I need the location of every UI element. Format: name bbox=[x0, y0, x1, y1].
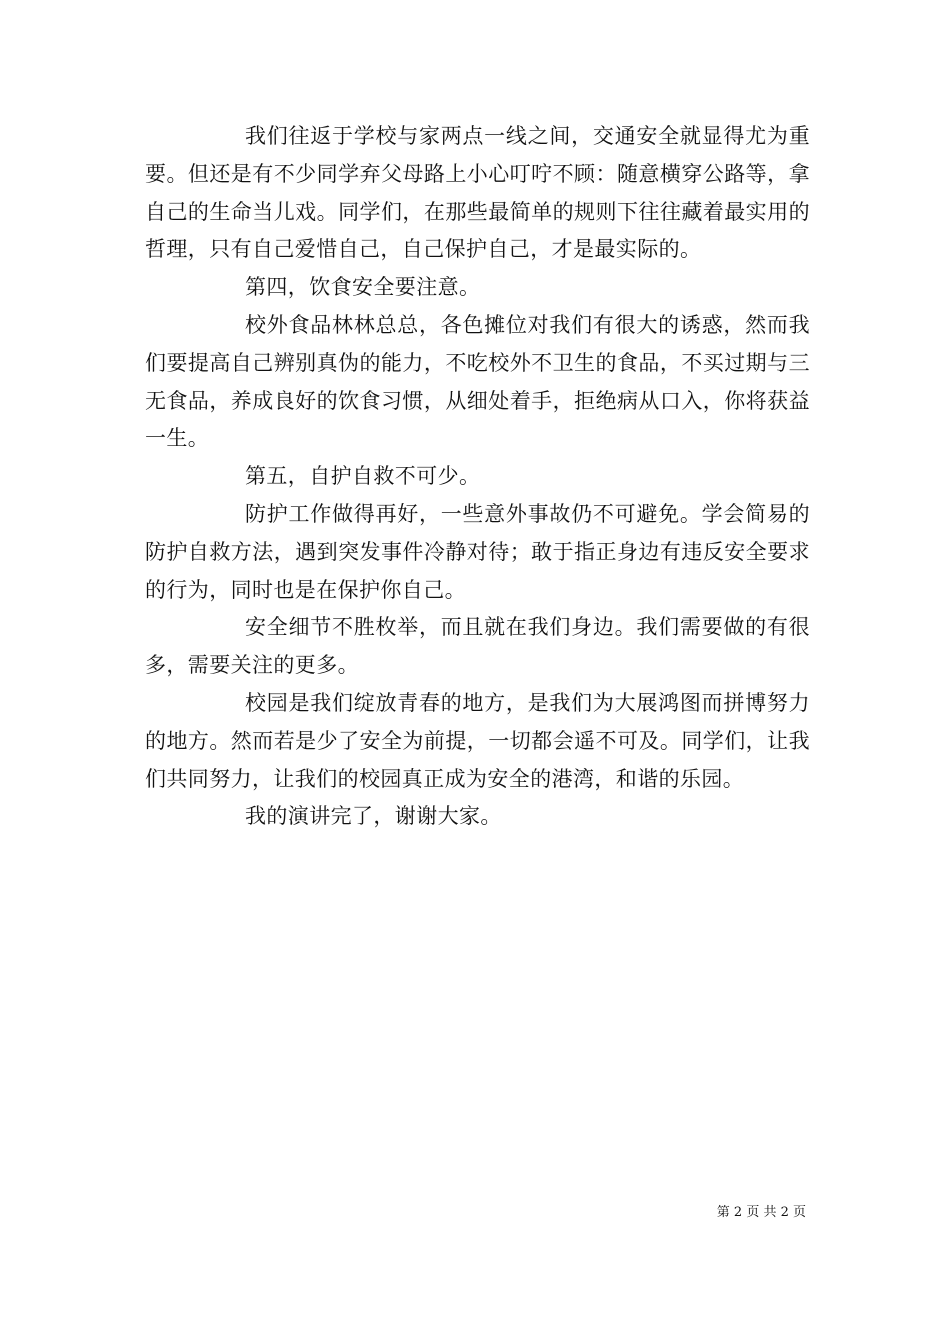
heading-food-safety: 第四，饮食安全要注意。 bbox=[245, 275, 481, 300]
page-number-footer: 第 2 页 共 2 页 bbox=[716, 1205, 806, 1220]
document-body bbox=[145, 118, 810, 836]
paragraph-closing: 我的演讲完了，谢谢大家。 bbox=[245, 804, 502, 829]
paragraph-food-safety: 校外食品林林总总，各色摊位对我们有很大的诱惑，然而我们要提高自己辨别真伪的能力，不吃校外不卫生的食品，不买过期与三无食品，养成良好的饮食习惯，从细处着手，拒绝病从口入，你将获益一生。 bbox=[145, 312, 810, 451]
heading-self-protection: 第五，自护自救不可少。 bbox=[245, 464, 481, 489]
paragraph-campus-conclusion: 校园是我们绽放青春的地方，是我们为大展鸿图而拼博努力的地方。然而若是少了安全为前提，一切都会遥不可及。同学们，让我们共同努力，让我们的校园真正成为安全的港湾，和谐的乐园。 bbox=[145, 690, 810, 791]
paragraph-traffic-safety: 我们往返于学校与家两点一线之间，交通安全就显得尤为重要。但还是有不少同学弃父母路上小心叮咛不顾：随意横穿公路等，拿自己的生命当儿戏。同学们，在那些最简单的规则下往往藏着最实用的哲理，只有自己爱惜自己，自己保护自己，才是最实际的。 bbox=[145, 124, 810, 262]
paragraph-self-protection: 防护工作做得再好，一些意外事故仍不可避免。学会简易的防护自救方法，遇到突发事件冷静对待；敢于指正身边有违反安全要求的行为，同时也是在保护你自己。 bbox=[145, 501, 810, 602]
paragraph-safety-details: 安全细节不胜枚举，而且就在我们身边。我们需要做的有很多，需要关注的更多。 bbox=[145, 615, 810, 678]
